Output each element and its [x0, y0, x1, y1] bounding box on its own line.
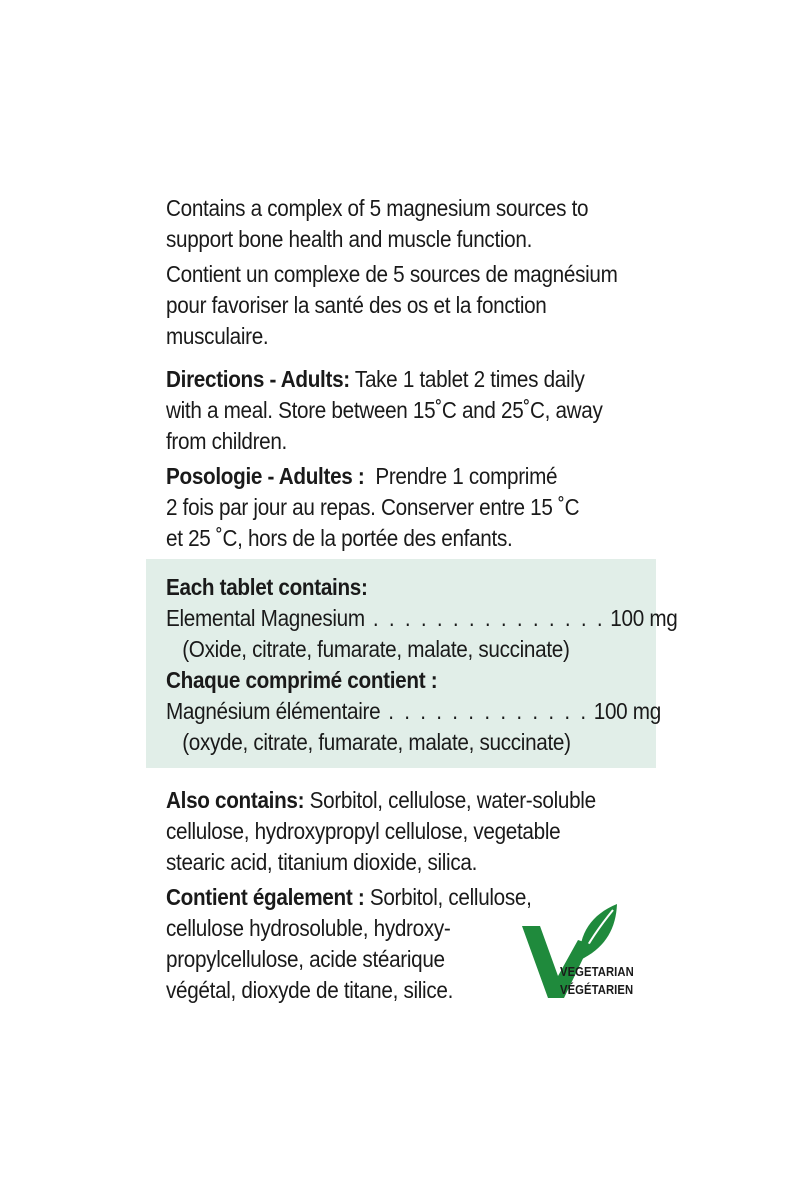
- intro-fr-line: musculaire.: [166, 323, 269, 349]
- facts-en-row: [166, 603, 678, 634]
- directions-section: [166, 364, 646, 554]
- facts-en-dots: . . . . . . . . . . . . . . .: [364, 605, 605, 631]
- vegetarian-label-en: VEGETARIAN: [560, 965, 634, 979]
- other-en-line: stearic acid, titanium dioxide, silica.: [166, 849, 478, 875]
- directions-en-line: from children.: [166, 428, 287, 454]
- other-en-line: cellulose, hydroxypropyl cellulose, vegetable: [166, 818, 561, 844]
- facts-fr-sources: (oxyde, citrate, fumarate, malate, succinate): [182, 729, 571, 755]
- intro-section: [166, 193, 646, 352]
- other-fr-text: Sorbitol, cellulose,: [364, 884, 532, 910]
- other-fr-label: Contient également :: [166, 884, 365, 910]
- facts-fr-amount: 100 mg: [593, 698, 661, 724]
- directions-fr-line: 2 fois par jour au repas. Conserver entre 15 ˚C: [166, 494, 580, 520]
- vegetarian-label-fr: VÉGÉTARIEN: [560, 983, 634, 997]
- directions-en-label: Directions - Adults:: [166, 366, 350, 392]
- other-en-text: Sorbitol, cellulose, water-soluble: [304, 787, 596, 813]
- directions-fr-label: Posologie - Adultes :: [166, 463, 365, 489]
- facts-en-amount: 100 mg: [610, 605, 678, 631]
- facts-fr-ingredient: Magnésium élémentaire: [166, 698, 381, 724]
- other-fr-line: cellulose hydrosoluble, hydroxy-: [166, 915, 451, 941]
- other-fr-line: propylcellulose, acide stéarique: [166, 946, 445, 972]
- directions-en-line: with a meal. Store between 15˚C and 25˚C, away: [166, 397, 603, 423]
- facts-fr-dots: . . . . . . . . . . . . .: [380, 698, 589, 724]
- directions-fr-line: [166, 461, 598, 492]
- facts-fr-heading: Chaque comprimé contient :: [166, 667, 438, 693]
- facts-en-heading: Each tablet contains:: [166, 574, 368, 600]
- other-fr-line: végétal, dioxyde de titane, silice.: [166, 977, 454, 1003]
- directions-fr-text: Prendre 1 comprimé: [364, 463, 558, 489]
- other-en-label: Also contains:: [166, 787, 305, 813]
- directions-en-line: [166, 364, 598, 395]
- directions-fr-line: et 25 ˚C, hors de la portée des enfants.: [166, 525, 513, 551]
- other-en-line: [166, 785, 598, 816]
- directions-en-text: Take 1 tablet 2 times daily: [349, 366, 585, 392]
- intro-en-line: support bone health and muscle function.: [166, 226, 533, 252]
- intro-en-line: Contains a complex of 5 magnesium sources to: [166, 195, 589, 221]
- facts-en-ingredient: Elemental Magnesium: [166, 605, 365, 631]
- intro-fr-line: Contient un complexe de 5 sources de magnésium: [166, 261, 618, 287]
- intro-fr-line: pour favoriser la santé des os et la fonction: [166, 292, 547, 318]
- supplement-facts: [166, 572, 678, 758]
- facts-en-sources: (Oxide, citrate, fumarate, malate, succinate): [182, 636, 570, 662]
- facts-fr-row: [166, 696, 661, 727]
